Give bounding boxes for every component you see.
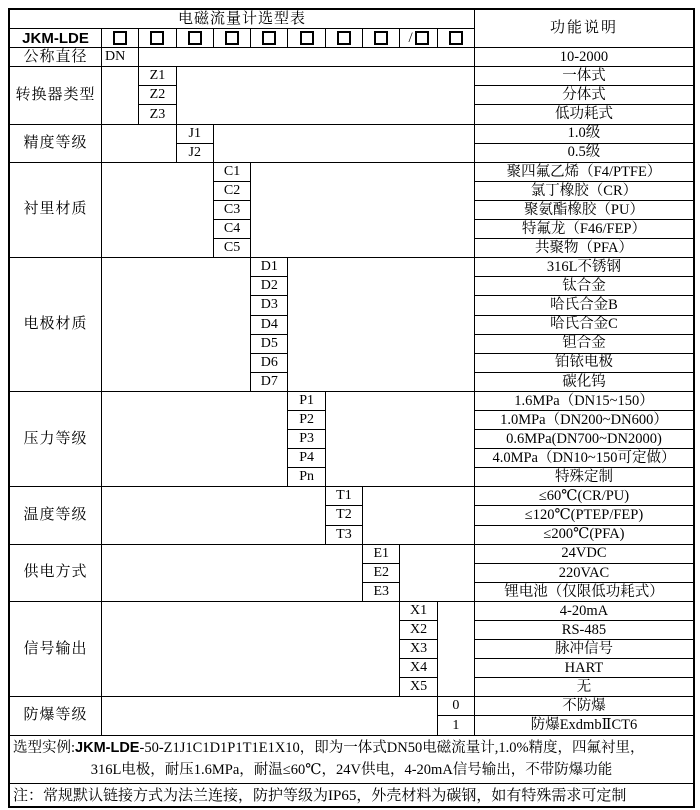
spacer-cell xyxy=(102,487,326,544)
option-checkbox-icon xyxy=(188,31,202,45)
model-option-cell xyxy=(139,29,176,48)
desc-cell: 钛合金 xyxy=(475,277,693,296)
desc-cell: 24VDC xyxy=(475,545,693,564)
desc-cell: 钽合金 xyxy=(475,335,693,354)
code-cell: X2 xyxy=(400,621,437,640)
desc-cell: 氯丁橡胶（CR） xyxy=(475,182,693,201)
desc-cell: 一体式 xyxy=(475,67,693,86)
code-cell: D3 xyxy=(251,296,288,315)
spacer-cell xyxy=(139,48,475,67)
spacer-cell xyxy=(102,163,214,258)
selection-sheet xyxy=(8,8,695,808)
code-cell: E2 xyxy=(363,564,400,583)
code-cell: J2 xyxy=(177,144,214,163)
code-cell: Z1 xyxy=(139,67,176,86)
code-cell: D6 xyxy=(251,354,288,373)
desc-cell: 铂铱电极 xyxy=(475,354,693,373)
desc-cell: 聚氨酯橡胶（PU） xyxy=(475,201,693,220)
option-checkbox-icon xyxy=(225,31,239,45)
code-cell: D7 xyxy=(251,373,288,392)
code-cell: X1 xyxy=(400,602,437,621)
spacer-cell xyxy=(102,125,177,163)
code-cell: D5 xyxy=(251,335,288,354)
spacer-cell xyxy=(102,258,251,392)
desc-cell: 4-20mA xyxy=(475,602,693,621)
option-checkbox-icon xyxy=(374,31,388,45)
function-description-header: 功能说明 xyxy=(475,10,693,48)
code-cell: P4 xyxy=(288,449,325,468)
model-option-cell xyxy=(288,29,325,48)
code-cell: C4 xyxy=(214,220,251,239)
model-option-cell xyxy=(400,29,437,48)
row-label: 温度等级 xyxy=(10,487,102,544)
desc-cell: 无 xyxy=(475,678,693,697)
row-label: 供电方式 xyxy=(10,545,102,602)
code-cell: X4 xyxy=(400,659,437,678)
desc-cell: 1.0级 xyxy=(475,125,693,144)
row-label: 信号输出 xyxy=(10,602,102,697)
code-cell: T2 xyxy=(326,506,363,525)
spacer-cell xyxy=(102,697,438,735)
desc-cell: 低功耗式 xyxy=(475,105,693,124)
code-cell: X5 xyxy=(400,678,437,697)
desc-cell: 0.5级 xyxy=(475,144,693,163)
desc-cell: 锂电池（仅限低功耗式） xyxy=(475,583,693,602)
example-line2: 316L电极，耐压1.6MPa，耐温≤60℃，24V供电，4-20mA信号输出，不带防爆功能 xyxy=(90,762,613,779)
desc-cell: RS-485 xyxy=(475,621,693,640)
row-label: 防爆等级 xyxy=(10,697,102,735)
selection-example-row xyxy=(10,736,693,784)
code-cell: Pn xyxy=(288,468,325,487)
code-cell: P2 xyxy=(288,411,325,430)
desc-cell: 脉冲信号 xyxy=(475,640,693,659)
code-cell: D2 xyxy=(251,277,288,296)
code-cell: 1 xyxy=(438,716,475,735)
spacer-cell xyxy=(214,125,475,163)
desc-cell: 防爆ExdmbⅡCT6 xyxy=(475,716,693,735)
code-cell: T3 xyxy=(326,526,363,545)
model-option-cell xyxy=(438,29,475,48)
desc-cell: 不防爆 xyxy=(475,697,693,716)
row-label: 压力等级 xyxy=(10,392,102,487)
row-label: 转换器类型 xyxy=(10,67,102,124)
code-cell: C2 xyxy=(214,182,251,201)
option-checkbox-icon xyxy=(300,31,314,45)
option-checkbox-icon xyxy=(113,31,127,45)
desc-cell: 哈氏合金C xyxy=(475,316,693,335)
option-checkbox-icon xyxy=(337,31,351,45)
desc-cell: 4.0MPa（DN10~150可定做） xyxy=(475,449,693,468)
model-option-cell xyxy=(251,29,288,48)
model-option-cell xyxy=(102,29,139,48)
desc-cell: 316L不锈钢 xyxy=(475,258,693,277)
spacer-cell xyxy=(102,545,363,602)
code-cell: T1 xyxy=(326,487,363,506)
code-cell: C3 xyxy=(214,201,251,220)
desc-cell: 分体式 xyxy=(475,86,693,105)
selection-table xyxy=(10,10,693,736)
slash-separator: / xyxy=(408,29,413,46)
desc-cell: 共聚物（PFA） xyxy=(475,239,693,258)
example-model-code: JKM-LDE xyxy=(75,740,140,757)
example-line1-rest: -50-Z1J1C1D1P1T1E1X10，即为一体式DN50电磁流量计,1.0%精度，四氟衬里， xyxy=(139,740,645,757)
spacer-cell xyxy=(363,487,475,544)
spacer-cell xyxy=(102,67,139,124)
code-cell: E3 xyxy=(363,583,400,602)
spacer-cell xyxy=(326,392,475,487)
model-option-cell xyxy=(214,29,251,48)
code-cell: P3 xyxy=(288,430,325,449)
spacer-cell xyxy=(400,545,475,602)
code-cell: Z3 xyxy=(139,105,176,124)
desc-cell: 特殊定制 xyxy=(475,468,693,487)
spacer-cell xyxy=(288,258,474,392)
code-cell: E1 xyxy=(363,545,400,564)
model-prefix: JKM-LDE xyxy=(10,29,102,48)
code-cell: C1 xyxy=(214,163,251,182)
model-option-cell xyxy=(177,29,214,48)
code-cell: J1 xyxy=(177,125,214,144)
option-checkbox-icon xyxy=(415,31,429,45)
row-label: 精度等级 xyxy=(10,125,102,163)
desc-cell: ≤120℃(PTEP/FEP) xyxy=(475,506,693,525)
model-option-cell xyxy=(363,29,400,48)
row-label: 衬里材质 xyxy=(10,163,102,258)
desc-cell: 哈氏合金B xyxy=(475,296,693,315)
desc-cell: ≤200℃(PFA) xyxy=(475,526,693,545)
option-checkbox-icon xyxy=(262,31,276,45)
desc-cell: 聚四氟乙烯（F4/PTFE） xyxy=(475,163,693,182)
spacer-cell xyxy=(102,392,288,487)
option-checkbox-icon xyxy=(449,31,463,45)
desc-cell: HART xyxy=(475,659,693,678)
model-option-cell xyxy=(326,29,363,48)
desc-cell: 220VAC xyxy=(475,564,693,583)
desc-cell: 1.0MPa（DN200~DN600） xyxy=(475,411,693,430)
desc-cell: 10-2000 xyxy=(475,48,693,67)
desc-cell: 特氟龙（F46/FEP） xyxy=(475,220,693,239)
code-cell: D1 xyxy=(251,258,288,277)
desc-cell: 0.6MPa(DN700~DN2000) xyxy=(475,430,693,449)
row-label: 电极材质 xyxy=(10,258,102,392)
note-row: 注：常规默认链接方式为法兰连接，防护等级为IP65，外壳材料为碳钢，如有特殊需求可定制 xyxy=(13,788,627,805)
code-cell: Z2 xyxy=(139,86,176,105)
row-label: 公称直径 xyxy=(10,48,102,67)
code-cell: P1 xyxy=(288,392,325,411)
code-cell: X3 xyxy=(400,640,437,659)
spacer-cell xyxy=(102,602,400,697)
example-line1 xyxy=(10,737,693,759)
page-title: 电磁流量计选型表 xyxy=(10,10,475,29)
spacer-cell xyxy=(177,67,475,124)
desc-cell: 1.6MPa（DN15~150） xyxy=(475,392,693,411)
code-cell: 0 xyxy=(438,697,475,716)
spacer-cell xyxy=(438,602,475,697)
code-cell: DN xyxy=(102,48,139,67)
desc-cell: 碳化钨 xyxy=(475,373,693,392)
option-checkbox-icon xyxy=(150,31,164,45)
example-intro: 选型实例: xyxy=(13,740,76,757)
desc-cell: ≤60℃(CR/PU) xyxy=(475,487,693,506)
spacer-cell xyxy=(251,163,475,258)
code-cell: C5 xyxy=(214,239,251,258)
code-cell: D4 xyxy=(251,316,288,335)
